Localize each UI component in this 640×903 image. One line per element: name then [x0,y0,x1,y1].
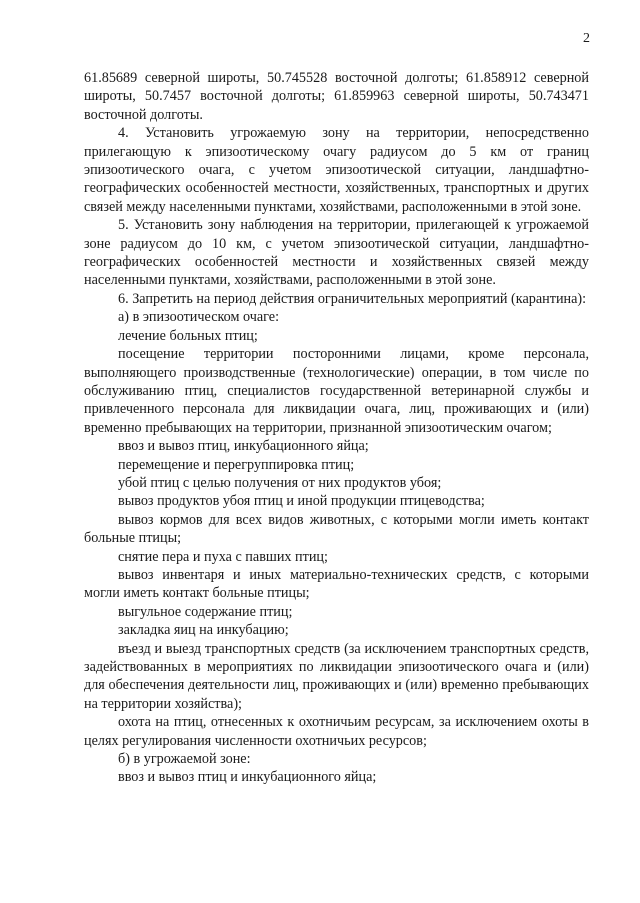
list-item: ввоз и вывоз птиц, инкубационного яйца; [118,438,369,455]
subheading-a: а) в эпизоотическом очаге: [118,309,280,326]
list-item: посещение территории посторонними лицами, кроме персонала, выполняющего производственные (технологические) операции, в том числе по обслуживанию птиц, специалистов государственной ветеринарной службы и привлеченного персонала для ликвидации очага, лиц, проживающих и (или) временно пребывающих на территории, признанной эпизоотическим очагом; [84,346,589,436]
paragraph-item-4: 4. Установить угрожаемую зону на территории, непосредственно прилегающую к эпизоотическому очагу радиусом до 5 км от границ эпизоотического очага, с учетом эпизоотической ситуации, ландшафтно-географических особенностей местности, хозяйственных, транспортных и других связей между населенными пунктами, хозяйствами, расположенными в этой зоне. [84,125,589,215]
paragraph-coordinates-continuation: 61.85689 северной широты, 50.745528 восточной долготы; 61.858912 северной широты, 50.7457 восточной долготы; 61.859963 северной широты, 50.743471 восточной долготы. [84,70,589,123]
list-item: вывоз продуктов убоя птиц и иной продукции птицеводства; [118,493,485,510]
list-item: снятие пера и пуха с павших птиц; [118,548,328,565]
list-item: вывоз кормов для всех видов животных, с которыми могли иметь контакт больные птицы; [84,511,589,547]
list-item: перемещение и перегруппировка птиц; [118,456,355,473]
document-body [84,69,589,787]
paragraph-item-6: 6. Запретить на период действия ограничительных мероприятий (карантина): [118,290,587,307]
list-item: охота на птиц, отнесенных к охотничьим ресурсам, за исключением охоты в целях регулирования численности охотничьих ресурсов; [84,714,589,749]
list-item: закладка яиц на инкубацию; [118,622,289,639]
paragraph-item-5: 5. Установить зону наблюдения на территории, прилегающей к угрожаемой зоне радиусом до 10 км, с учетом эпизоотической ситуации, ландшафтно-географических особенностей местности и хозяйственных связей между населенными пунктами, хозяйствами, расположенными в этой зоне. [84,217,589,289]
page-number: 2 [583,31,590,46]
list-item: лечение больных птиц; [118,327,258,344]
list-item: ввоз и вывоз птиц и инкубационного яйца; [118,769,377,786]
list-item: убой птиц с целью получения от них продуктов убоя; [118,474,442,491]
list-item: въезд и выезд транспортных средств (за исключением транспортных средств, задействованных в мероприятиях по ликвидации эпизоотического очага и (или) для обеспечения деятельности лиц, проживающих и (или) временно пребывающих на территории хозяйства); [84,640,589,712]
list-item: выгульное содержание птиц; [118,603,293,620]
list-item: вывоз инвентаря и иных материально-технических средств, с которыми могли иметь контакт больные птицы; [84,566,589,602]
subheading-b: б) в угрожаемой зоне: [118,751,251,768]
